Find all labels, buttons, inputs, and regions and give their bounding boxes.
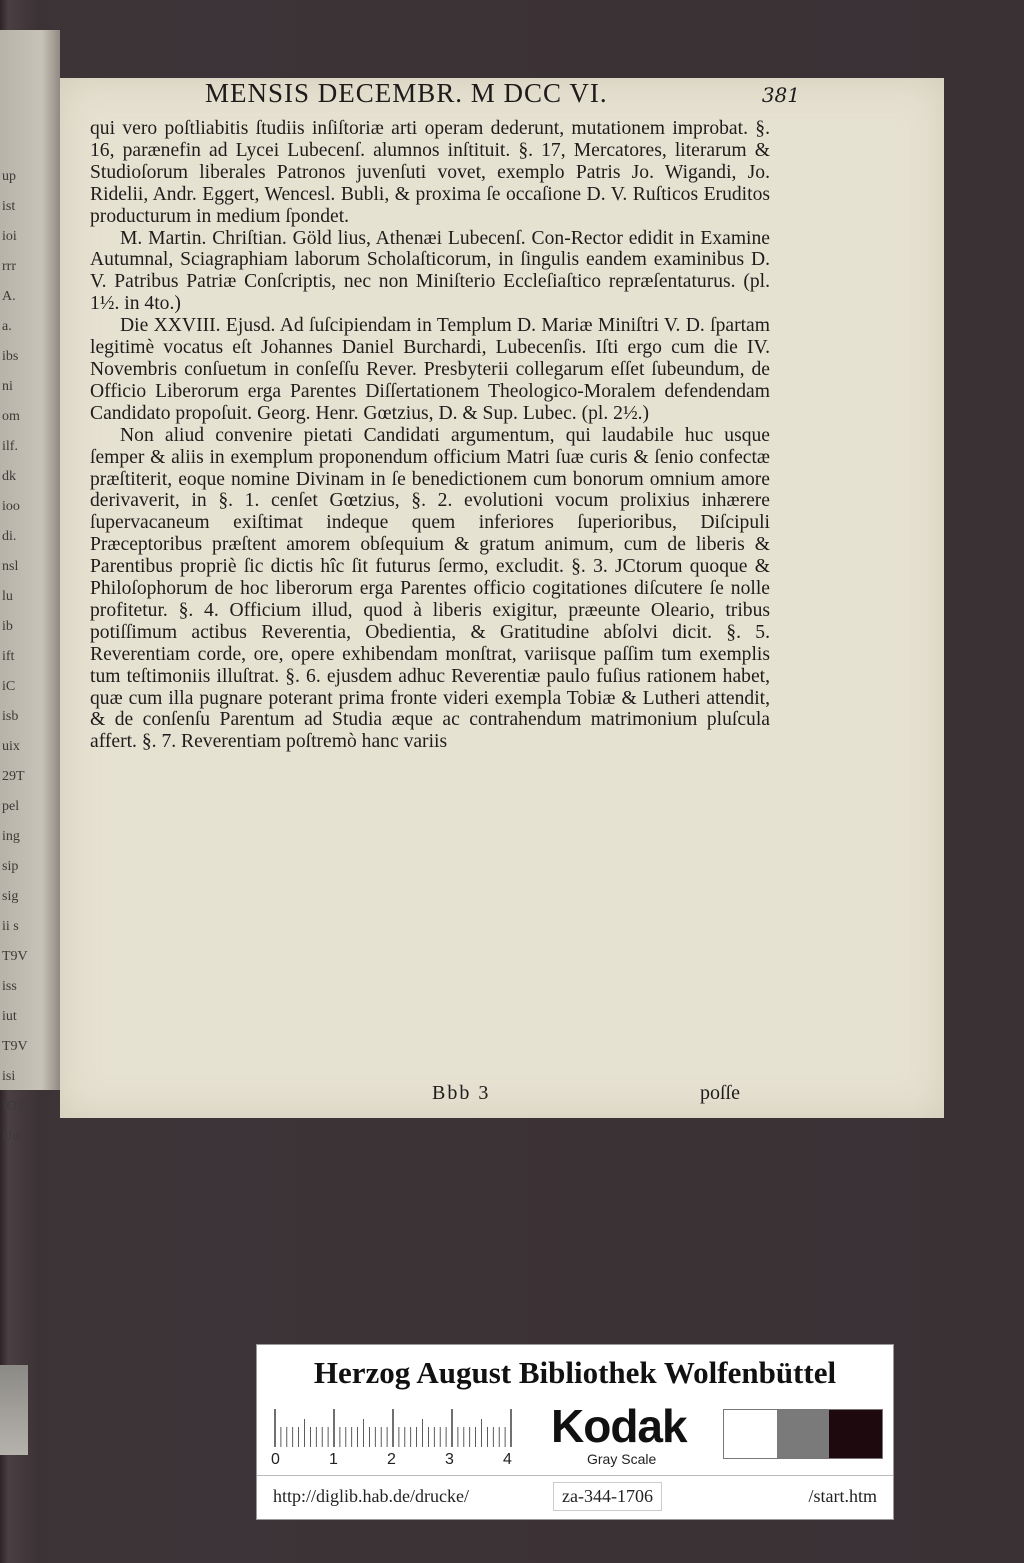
prev-page-fragment: sip <box>2 859 19 874</box>
prev-page-fragment: ioi <box>2 229 17 244</box>
prev-page-fragment: isb <box>2 709 19 724</box>
prev-page-fragment: ni <box>2 379 13 394</box>
running-title: MENSIS DECEMBR. M DCC VI. <box>205 78 608 108</box>
prev-page-fragment: sig <box>2 889 19 904</box>
prev-page-fragment: A. <box>2 289 16 304</box>
swatch-gray <box>777 1410 830 1458</box>
page-number: 381 <box>761 83 800 107</box>
prev-page-fragment: ing <box>2 829 20 844</box>
page-footer <box>90 1082 770 1106</box>
paragraph-3: Die XXVIII. Ejusd. Ad ſuſcipiendam in Templum D. Mariæ Miniſtri V. D. ſpartam legitimè vocatus eſt Johannes Daniel Burchardi, Lubecenſis. Iſti ergo cum die IV. Novembris conſuetum in conſeſſu Rever. Presbyterii collegarum eſſet ſubeundum, de Officio Liberorum erga Parentes Diſſertationem Theologico-Moralem defendendam Candidato propoſuit. Georg. Henr. Gœtzius, D. & Sup. Lubec. (pl. 2½.) <box>90 315 770 424</box>
prev-page-fragment: pel <box>2 799 20 814</box>
ruler-number: 3 <box>445 1451 454 1468</box>
paragraph-4: Non aliud convenire pietati Candidati argumentum, qui laudabile huc usque ſemper & aliis in exemplum proponendum officium Matri ſuæ curis & ſenio confectæ præſtiterit, eoque nomine Divinam in ſe benedictionem cum bonorum omnium amore derivaverit, in §. 1. cenſet Gœtzius, §. 2. evolutioni vocum prolixius inhærere ſupervacaneum exiſtimat indeque quem inferiores ſuperioribus, Diſcipuli Præceptoribus præſtent amorem obſequium & gratum animum, cum de liberis & Parentibus propriè ſic dictis hîc ſit futurus ſermo, excludit. §. 3. JCtorum quoque & Philoſophorum de hoc liberorum erga Parentes officio cogitationes diſcutere ſe nolle profitetur. §. 4. Officium illud, quod à liberis exigitur, præeunte Oleario, tribus potiſſimum actibus Reverentia, Obedientia, & Gratitudine abſolvi dicit. §. 5. Reverentiam corde, ore, opere exhibendam monſtrat, variisque paſſim tum exemplis tum teſtimoniis illuſtrat. §. 6. ejusdem adhuc Reverentiæ paulo fuſius rationem habet, quæ cum illa pugnare poterant prima fronte videri exempla Tobiæ & Lutheri attendit, & de conſenſu Parentum ad Studia æque ac contrahendum matrimonium pluſcula affert. §. 7. Reverentiam poſtremò hanc variis <box>90 424 770 753</box>
prev-page-fragment: di. <box>2 529 17 544</box>
catchword: poſſe <box>700 1082 740 1104</box>
prev-page-fragment: dk <box>2 469 16 484</box>
library-color-card <box>256 1344 894 1520</box>
prev-page-fragment: lu <box>2 589 13 604</box>
url-suffix: /start.htm <box>808 1486 877 1506</box>
ruler-number: 2 <box>387 1451 396 1468</box>
scanner-strip <box>0 1365 28 1455</box>
kodak-logo: Kodak <box>551 1400 687 1452</box>
prev-page-fragment: iC <box>2 679 16 694</box>
prev-page-fragment: ii s <box>2 919 19 934</box>
page-header <box>150 78 800 112</box>
paragraph-1: qui vero poſtliabitis ſtudiis inſiſtoriæ arti operam dederunt, mutationem improbat. §. 16, parænefin ad Lycei Lubecenſ. alumnos inſtituit. §. 17, Mercatores, literarum & Studioſorum liberales Patronos juvenſuti vovet, exemplo Patris Jo. Wigandi, Jo. Ridelii, Andr. Eggert, Wencesl. Bubli, & proxima ſe occaſione D. V. Ruſticos Eruditos producturum in medium ſpondet. <box>90 118 770 227</box>
prev-page-fragment: ist <box>2 199 16 214</box>
swatch-white <box>724 1410 777 1458</box>
card-divider <box>257 1475 893 1476</box>
prev-page-fragment: T9V <box>2 949 28 964</box>
prev-page-fragment: nsl <box>2 559 19 574</box>
body-text <box>90 118 770 753</box>
prev-page-fragment: rrr <box>2 259 16 274</box>
prev-page-fragment: Uu <box>2 1129 20 1144</box>
prev-page-fragment: isi <box>2 1069 16 1084</box>
paragraph-2: M. Martin. Chriſtian. Göld lius, Athenæi Lubecenſ. Con-Rector edidit in Examine Autumnal, Sciagraphiam laborum Scholaſticorum, in ſingulis eandem examinibus D. V. Patribus Patriæ Conſcriptis, nec non Miniſterio Eccleſiaſtico repræſentaturus. (pl. 1½. in 4to.) <box>90 227 770 315</box>
gray-swatches <box>723 1409 883 1459</box>
ruler-numbers <box>271 1451 531 1471</box>
signature-mark: Bbb 3 <box>432 1082 491 1104</box>
previous-page-edge <box>0 30 60 1144</box>
prev-page-fragment: a. <box>2 319 12 334</box>
prev-page-fragment: up <box>2 169 16 184</box>
ruler-number: 1 <box>329 1451 338 1468</box>
prev-page-fragment: om <box>2 409 20 424</box>
swatch-black <box>829 1410 882 1458</box>
prev-page-fragment: ioo <box>2 499 20 514</box>
prev-page-fragment: IO3 <box>2 1099 24 1114</box>
prev-page-fragment: ift <box>2 649 15 664</box>
prev-page-fragment: 29T <box>2 769 25 784</box>
ruler-number: 0 <box>271 1451 280 1468</box>
prev-page-fragment: uix <box>2 739 20 754</box>
url-identifier: za-344-1706 <box>553 1482 662 1511</box>
prev-page-fragment: iut <box>2 1009 17 1024</box>
prev-page-fragment: iss <box>2 979 17 994</box>
prev-page-fragment: T9V <box>2 1039 28 1054</box>
ruler-number: 4 <box>503 1451 512 1468</box>
prev-page-fragment: ib <box>2 619 13 634</box>
ruler-scale <box>271 1409 519 1449</box>
url-base: http://diglib.hab.de/drucke/ <box>273 1486 469 1506</box>
library-name: Herzog August Bibliothek Wolfenbüttel <box>313 1355 837 1390</box>
gray-scale-label: Gray Scale <box>587 1451 657 1467</box>
prev-page-fragment: ilf. <box>2 439 18 454</box>
prev-page-fragment: ibs <box>2 349 19 364</box>
url-row <box>257 1478 893 1518</box>
